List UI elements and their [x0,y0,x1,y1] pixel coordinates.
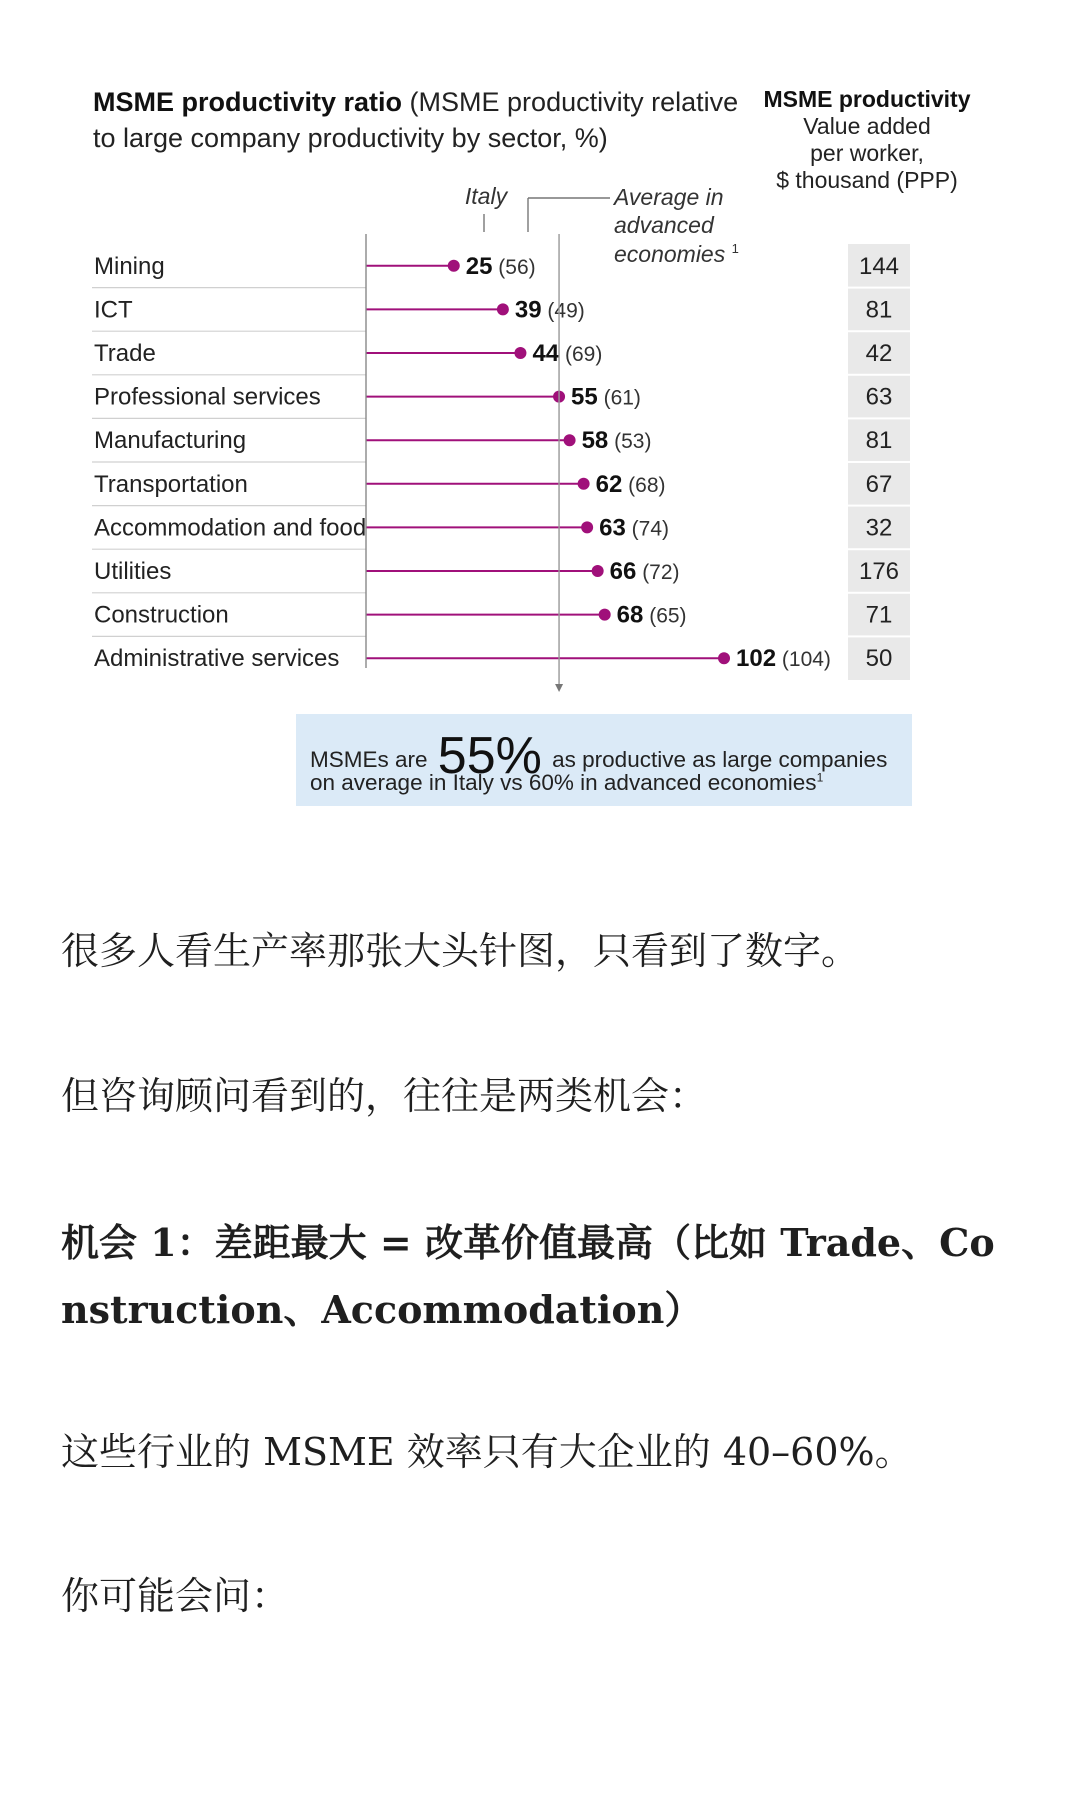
category-label: Construction [94,601,229,629]
legend-average-line3: economies [614,241,726,267]
table-value: 50 [865,645,893,673]
average-value-label: (53) [608,430,652,454]
category-label: Mining [94,252,165,280]
table-value: 67 [865,470,893,498]
italy-dot [592,565,604,577]
category-label: Professional services [94,383,321,411]
legend-average [612,184,739,267]
italy-value-label: 58 [581,427,609,455]
legend-average-line1: Average in [614,184,724,210]
average-value-label: (72) [636,561,680,584]
table-value: 81 [865,427,893,455]
right-table-subtitle-3: $ thousand (PPP) [776,167,958,193]
table-value: 32 [865,514,893,542]
table-value: 81 [865,296,893,324]
value-label [582,427,652,454]
italy-value-label: 44 [532,340,560,367]
legend-italy: Italy [464,183,508,209]
article-paragraph-4: 这些行业的 MSME 效率只有大企业的 40–60%。 [61,1430,913,1474]
category-label: Utilities [94,558,172,585]
table-value: 144 [858,252,900,280]
msme-productivity-chart [0,0,1080,820]
table-value: 42 [865,340,893,367]
italy-dot [514,347,526,359]
average-value-label: (56) [492,255,536,279]
value-label [599,514,669,541]
article-paragraph-5: 你可能会问： [61,1574,290,1618]
article-paragraph-2: 但咨询顾问看到的，往往是两类机会： [61,1074,708,1118]
italy-value-label: 68 [616,601,644,629]
italy-dot [718,652,730,664]
italy-dot [578,478,590,490]
right-table-title: MSME productivity [763,86,971,112]
article-paragraph-1: 很多人看生产率那张大头针图，只看到了数字。 [61,929,860,973]
italy-dot [564,434,576,446]
value-label [571,384,641,411]
table-value: 71 [865,601,893,629]
value-label [617,602,687,629]
category-label: Accommodation and food [94,514,367,542]
value-label [736,645,831,672]
italy-value-label: 66 [609,558,637,585]
callout-prefix: MSMEs are [310,747,428,772]
category-label: Trade [94,340,156,367]
italy-value-label: 63 [599,514,626,542]
value-label [466,253,536,280]
italy-value-label: 102 [736,645,777,673]
chart-title: MSME productivity ratio [93,87,403,117]
italy-value-label: 39 [514,296,542,324]
callout-footnote-mark: 1 [816,770,824,785]
chart-subtitle: (MSME productivity relative to large company productivity by sector, %) [93,87,739,153]
italy-dot [599,609,611,621]
average-arrow-head [555,684,563,692]
category-label: ICT [94,296,133,324]
average-value-label: (104) [776,648,831,672]
average-value-label: (69) [559,343,603,366]
callout-line2-text: on average in Italy vs 60% in advanced economies [310,770,817,795]
category-label: Manufacturing [94,427,247,455]
callout-suffix: as productive as large companies [552,747,888,772]
callout-big-value: 55% [437,727,542,785]
value-label [515,296,585,323]
article-paragraph-3-line-1: 机会 1：差距最大 = 改革价值最高（比如 Trade、Co [61,1220,995,1265]
chart-plot-area [0,0,1080,720]
italy-value-label: 25 [465,252,493,280]
callout-line-2 [310,770,823,796]
italy-value-label: 62 [595,470,623,498]
average-value-label: (65) [643,604,687,628]
table-value: 176 [858,558,900,585]
article-paragraph-3 [61,1209,1021,1343]
average-value-label: (74) [625,517,670,541]
legend-footnote-mark: 1 [731,241,739,256]
value-label [596,471,666,498]
right-table-subtitle-2: per worker, [810,140,924,166]
summary-callout [296,714,912,806]
average-value-label: (61) [597,386,641,410]
average-value-label: (49) [541,299,585,323]
italy-dot [448,260,460,272]
value-label [610,558,680,585]
average-value-label: (68) [622,473,666,497]
italy-value-label: 55 [571,383,598,411]
italy-dot [581,521,593,533]
right-table-subtitle-1: Value added [803,113,931,139]
value-label [532,340,602,367]
table-value: 63 [865,383,893,411]
category-label: Transportation [94,470,248,498]
article-paragraph-3-line-2: nstruction、Accommodation） [61,1287,703,1332]
category-label: Administrative services [94,645,340,673]
italy-dot [497,303,509,315]
legend-average-line2: advanced [614,212,714,238]
